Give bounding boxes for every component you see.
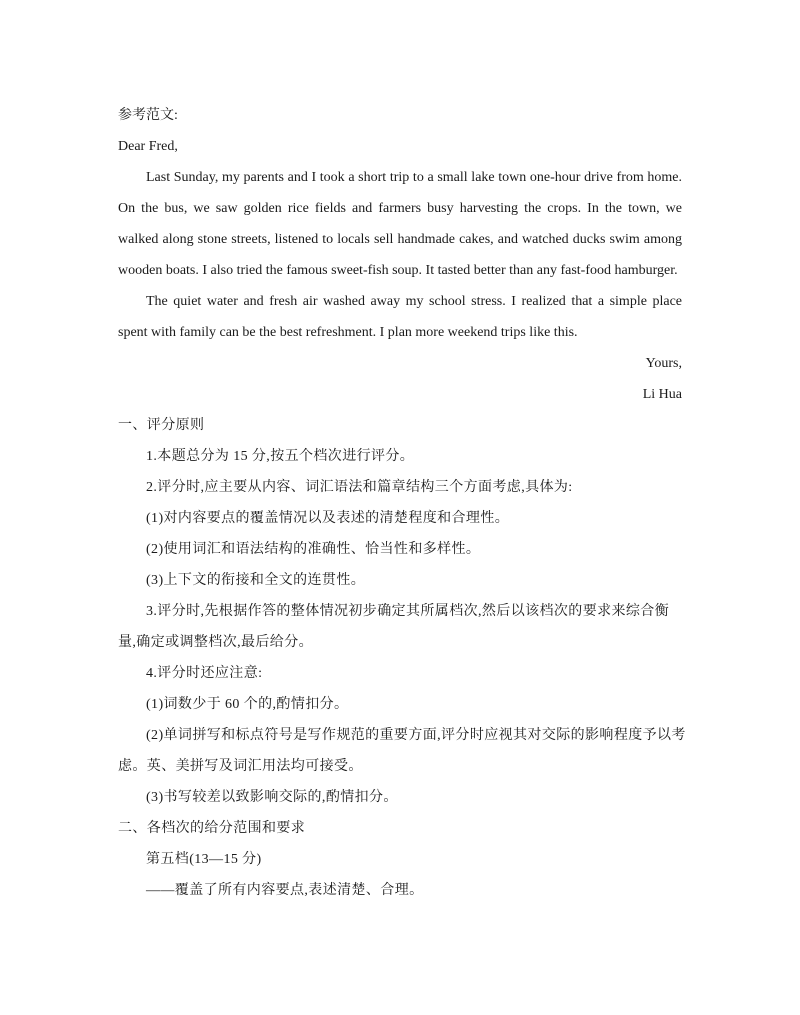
letter-signature: Li Hua	[642, 387, 682, 402]
level-5-title: 第五档(13—15 分)	[146, 852, 262, 867]
scoring-rule-4-item-2: (2)单词拼写和标点符号是写作规范的重要方面,评分时应视其对交际的影响程度予以考虑。英、美拼写及词汇用法均可接受。	[118, 728, 686, 774]
scoring-rule-2-item-3: (3)上下文的衔接和全文的连贯性。	[146, 573, 366, 588]
section-title-score-levels: 二、各档次的给分范围和要求	[118, 821, 306, 836]
letter-closing: Yours,	[645, 356, 682, 371]
section-title-scoring-principles: 一、评分原则	[118, 418, 205, 433]
scoring-rule-2: 2.评分时,应主要从内容、词汇语法和篇章结构三个方面考虑,具体为:	[146, 480, 573, 495]
scoring-rule-4-item-1: (1)词数少于 60 个的,酌情扣分。	[146, 697, 349, 712]
scoring-rule-1: 1.本题总分为 15 分,按五个档次进行评分。	[146, 449, 415, 464]
letter-paragraph-2: The quiet water and fresh air washed away my school stress. I realized that a simple place spent with family can be the best refreshment. I plan more weekend trips like this.	[118, 294, 682, 340]
scoring-rule-2-item-1: (1)对内容要点的覆盖情况以及表述的清楚程度和合理性。	[146, 511, 510, 526]
scoring-rule-2-item-2: (2)使用词汇和语法结构的准确性、恰当性和多样性。	[146, 542, 481, 557]
letter-paragraph-1: Last Sunday, my parents and I took a short trip to a small lake town one-hour drive from home. On the bus, we saw golden rice fields and farmers busy harvesting the crops. In the town, we walked along stone streets, listened to locals sell handmade cakes, and watched ducks swim among wooden boats. I also tried the famous sweet-fish soup. It tasted better than any fast-food hamburger.	[118, 170, 682, 278]
level-5-description: ——覆盖了所有内容要点,表述清楚、合理。	[146, 883, 424, 898]
scoring-rule-3: 3.评分时,先根据作答的整体情况初步确定其所属档次,然后以该档次的要求来综合衡量,确定或调整档次,最后给分。	[118, 604, 670, 650]
scoring-rule-4-item-3: (3)书写较差以致影响交际的,酌情扣分。	[146, 790, 398, 805]
letter-salutation: Dear Fred,	[118, 139, 178, 154]
document-content	[118, 100, 686, 906]
essay-heading: 参考范文:	[118, 108, 178, 123]
scoring-rule-4: 4.评分时还应注意:	[146, 666, 263, 681]
